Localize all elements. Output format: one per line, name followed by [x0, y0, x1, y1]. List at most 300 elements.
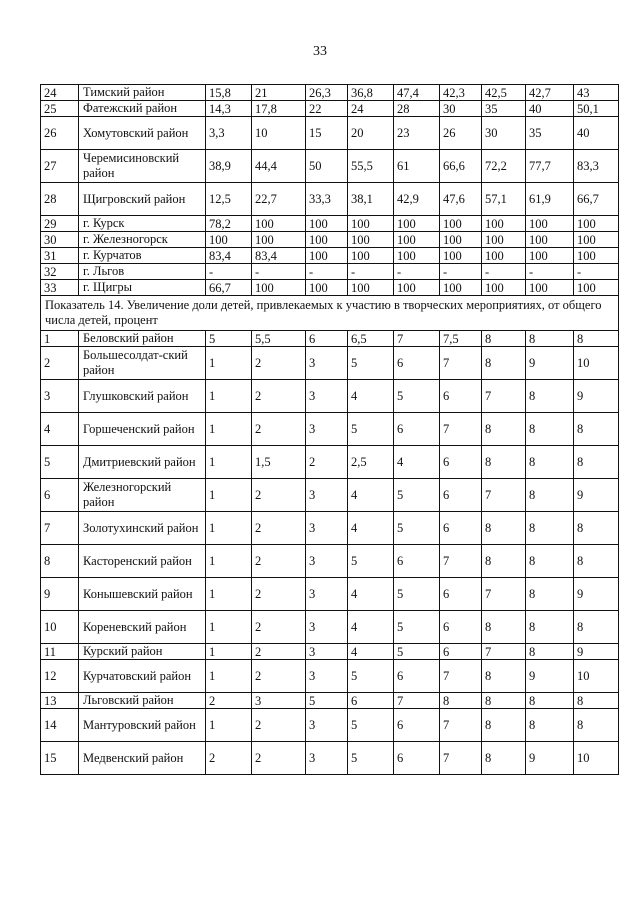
- value-cell: 100: [394, 280, 440, 296]
- value-cell: 2: [252, 742, 306, 775]
- value-cell: 72,2: [482, 150, 526, 183]
- value-cell: 1: [206, 380, 252, 413]
- value-cell: 100: [252, 232, 306, 248]
- value-cell: 7,5: [440, 331, 482, 347]
- value-cell: 66,7: [206, 280, 252, 296]
- value-cell: 4: [348, 644, 394, 660]
- value-cell: 6: [394, 347, 440, 380]
- table-row: [41, 264, 619, 280]
- value-cell: 3: [306, 709, 348, 742]
- value-cell: 66,7: [574, 183, 619, 216]
- table-row: [41, 183, 619, 216]
- table-row: [41, 216, 619, 232]
- value-cell: 8: [482, 611, 526, 644]
- row-number: 24: [41, 85, 79, 101]
- value-cell: 33,3: [306, 183, 348, 216]
- value-cell: 5,5: [252, 331, 306, 347]
- district-name: Курчатовский район: [79, 660, 206, 693]
- value-cell: 9: [574, 479, 619, 512]
- value-cell: 5: [348, 709, 394, 742]
- value-cell: 6: [440, 446, 482, 479]
- table-row: [41, 150, 619, 183]
- value-cell: 100: [306, 280, 348, 296]
- table-row: [41, 331, 619, 347]
- value-cell: 9: [574, 644, 619, 660]
- value-cell: 10: [574, 347, 619, 380]
- value-cell: 100: [526, 216, 574, 232]
- district-name: Фатежский район: [79, 101, 206, 117]
- district-name: Глушковский район: [79, 380, 206, 413]
- value-cell: 100: [574, 216, 619, 232]
- value-cell: 5: [348, 413, 394, 446]
- table-row: [41, 413, 619, 446]
- value-cell: 22,7: [252, 183, 306, 216]
- table-row: [41, 479, 619, 512]
- row-number: 8: [41, 545, 79, 578]
- value-cell: 7: [440, 709, 482, 742]
- value-cell: 2: [252, 380, 306, 413]
- value-cell: 42,5: [482, 85, 526, 101]
- value-cell: 100: [306, 248, 348, 264]
- table-row: [41, 280, 619, 296]
- value-cell: -: [306, 264, 348, 280]
- value-cell: 1: [206, 413, 252, 446]
- value-cell: 100: [306, 216, 348, 232]
- district-name: Медвенский район: [79, 742, 206, 775]
- value-cell: 9: [526, 660, 574, 693]
- district-name: Хомутовский район: [79, 117, 206, 150]
- value-cell: 15: [306, 117, 348, 150]
- row-number: 12: [41, 660, 79, 693]
- value-cell: 4: [348, 380, 394, 413]
- value-cell: 100: [574, 280, 619, 296]
- row-number: 25: [41, 101, 79, 117]
- row-number: 28: [41, 183, 79, 216]
- value-cell: 8: [482, 512, 526, 545]
- value-cell: 26: [440, 117, 482, 150]
- value-cell: 7: [482, 479, 526, 512]
- value-cell: 43: [574, 85, 619, 101]
- indicator-table: [40, 84, 619, 775]
- district-name: Горшеченский район: [79, 413, 206, 446]
- value-cell: 1: [206, 512, 252, 545]
- value-cell: 8: [574, 611, 619, 644]
- value-cell: 8: [526, 693, 574, 709]
- table-row: [41, 446, 619, 479]
- value-cell: 8: [482, 660, 526, 693]
- value-cell: 8: [526, 611, 574, 644]
- value-cell: 17,8: [252, 101, 306, 117]
- value-cell: 100: [348, 232, 394, 248]
- value-cell: 8: [526, 413, 574, 446]
- district-name: Конышевский район: [79, 578, 206, 611]
- table-row: [41, 611, 619, 644]
- district-name: Железногорский район: [79, 479, 206, 512]
- value-cell: 6,5: [348, 331, 394, 347]
- value-cell: 23: [394, 117, 440, 150]
- table-row: [41, 232, 619, 248]
- value-cell: 6: [440, 512, 482, 545]
- value-cell: 7: [394, 331, 440, 347]
- district-name: Большесолдат-ский район: [79, 347, 206, 380]
- page-number: 33: [313, 44, 327, 59]
- value-cell: 77,7: [526, 150, 574, 183]
- value-cell: 8: [526, 331, 574, 347]
- value-cell: 2: [252, 660, 306, 693]
- value-cell: -: [482, 264, 526, 280]
- value-cell: 4: [348, 578, 394, 611]
- value-cell: 100: [394, 248, 440, 264]
- value-cell: 21: [252, 85, 306, 101]
- value-cell: 8: [526, 644, 574, 660]
- value-cell: 8: [526, 512, 574, 545]
- value-cell: 5: [206, 331, 252, 347]
- value-cell: 66,6: [440, 150, 482, 183]
- value-cell: 42,3: [440, 85, 482, 101]
- value-cell: 100: [306, 232, 348, 248]
- value-cell: -: [206, 264, 252, 280]
- value-cell: 3: [306, 479, 348, 512]
- value-cell: 12,5: [206, 183, 252, 216]
- value-cell: 2: [252, 512, 306, 545]
- value-cell: 100: [440, 280, 482, 296]
- value-cell: 6: [306, 331, 348, 347]
- value-cell: -: [574, 264, 619, 280]
- value-cell: 40: [526, 101, 574, 117]
- value-cell: 7: [440, 660, 482, 693]
- value-cell: 1: [206, 644, 252, 660]
- value-cell: 9: [574, 578, 619, 611]
- row-number: 4: [41, 413, 79, 446]
- row-number: 32: [41, 264, 79, 280]
- value-cell: 8: [574, 331, 619, 347]
- district-name: Золотухинский район: [79, 512, 206, 545]
- value-cell: 83,3: [574, 150, 619, 183]
- value-cell: 1: [206, 709, 252, 742]
- table-row: [41, 248, 619, 264]
- value-cell: 83,4: [252, 248, 306, 264]
- value-cell: 6: [440, 578, 482, 611]
- value-cell: 4: [348, 611, 394, 644]
- value-cell: 100: [348, 280, 394, 296]
- value-cell: 8: [574, 693, 619, 709]
- value-cell: 1: [206, 611, 252, 644]
- value-cell: 3: [306, 742, 348, 775]
- row-number: 31: [41, 248, 79, 264]
- value-cell: 8: [526, 479, 574, 512]
- row-number: 2: [41, 347, 79, 380]
- value-cell: 7: [394, 693, 440, 709]
- value-cell: 3: [252, 693, 306, 709]
- district-name: Курский район: [79, 644, 206, 660]
- table-row: [41, 693, 619, 709]
- value-cell: 61,9: [526, 183, 574, 216]
- value-cell: 7: [440, 742, 482, 775]
- value-cell: 4: [348, 479, 394, 512]
- value-cell: 7: [440, 347, 482, 380]
- value-cell: 8: [482, 709, 526, 742]
- value-cell: 3: [306, 611, 348, 644]
- value-cell: 100: [482, 280, 526, 296]
- value-cell: 78,2: [206, 216, 252, 232]
- value-cell: 50: [306, 150, 348, 183]
- value-cell: 100: [574, 248, 619, 264]
- value-cell: 57,1: [482, 183, 526, 216]
- value-cell: 4: [394, 446, 440, 479]
- value-cell: 8: [482, 545, 526, 578]
- value-cell: 100: [252, 216, 306, 232]
- value-cell: 6: [394, 742, 440, 775]
- row-number: 6: [41, 479, 79, 512]
- value-cell: 36,8: [348, 85, 394, 101]
- value-cell: 6: [440, 479, 482, 512]
- district-name: Кореневский район: [79, 611, 206, 644]
- value-cell: 38,1: [348, 183, 394, 216]
- value-cell: 42,7: [526, 85, 574, 101]
- value-cell: 100: [440, 248, 482, 264]
- value-cell: 14,3: [206, 101, 252, 117]
- value-cell: 83,4: [206, 248, 252, 264]
- value-cell: 5: [306, 693, 348, 709]
- value-cell: 2: [206, 742, 252, 775]
- value-cell: 8: [526, 578, 574, 611]
- value-cell: 1: [206, 479, 252, 512]
- value-cell: 8: [574, 709, 619, 742]
- district-name: Тимский район: [79, 85, 206, 101]
- value-cell: 15,8: [206, 85, 252, 101]
- value-cell: 100: [206, 232, 252, 248]
- district-name: г. Железногорск: [79, 232, 206, 248]
- district-name: г. Щигры: [79, 280, 206, 296]
- value-cell: 6: [394, 660, 440, 693]
- value-cell: 5: [394, 479, 440, 512]
- row-number: 1: [41, 331, 79, 347]
- value-cell: 3: [306, 413, 348, 446]
- value-cell: 8: [574, 545, 619, 578]
- row-number: 3: [41, 380, 79, 413]
- value-cell: 44,4: [252, 150, 306, 183]
- value-cell: 100: [440, 232, 482, 248]
- value-cell: 2: [252, 545, 306, 578]
- value-cell: 8: [482, 347, 526, 380]
- value-cell: 1: [206, 446, 252, 479]
- row-number: 9: [41, 578, 79, 611]
- value-cell: 26,3: [306, 85, 348, 101]
- value-cell: 1,5: [252, 446, 306, 479]
- row-number: 5: [41, 446, 79, 479]
- value-cell: 8: [482, 742, 526, 775]
- value-cell: 100: [252, 280, 306, 296]
- table-row: [41, 101, 619, 117]
- value-cell: 5: [348, 742, 394, 775]
- district-name: Черемисиновский район: [79, 150, 206, 183]
- value-cell: 2: [206, 693, 252, 709]
- value-cell: 20: [348, 117, 394, 150]
- value-cell: 42,9: [394, 183, 440, 216]
- value-cell: 1: [206, 578, 252, 611]
- value-cell: 2: [306, 446, 348, 479]
- row-number: 33: [41, 280, 79, 296]
- value-cell: 24: [348, 101, 394, 117]
- value-cell: 7: [482, 644, 526, 660]
- value-cell: 8: [482, 693, 526, 709]
- value-cell: 61: [394, 150, 440, 183]
- value-cell: 5: [394, 611, 440, 644]
- value-cell: 5: [394, 512, 440, 545]
- value-cell: 6: [440, 380, 482, 413]
- value-cell: 100: [482, 232, 526, 248]
- value-cell: 100: [348, 248, 394, 264]
- section-header-row: [41, 296, 619, 331]
- value-cell: 3: [306, 380, 348, 413]
- value-cell: -: [394, 264, 440, 280]
- value-cell: 10: [574, 742, 619, 775]
- value-cell: 55,5: [348, 150, 394, 183]
- table-row: [41, 85, 619, 101]
- row-number: 14: [41, 709, 79, 742]
- value-cell: 30: [440, 101, 482, 117]
- table-body: [41, 85, 619, 775]
- value-cell: 28: [394, 101, 440, 117]
- value-cell: 7: [440, 545, 482, 578]
- value-cell: -: [526, 264, 574, 280]
- table-row: [41, 347, 619, 380]
- value-cell: 5: [394, 644, 440, 660]
- value-cell: 3: [306, 660, 348, 693]
- value-cell: 5: [348, 660, 394, 693]
- value-cell: 22: [306, 101, 348, 117]
- table-row: [41, 709, 619, 742]
- value-cell: 9: [526, 742, 574, 775]
- value-cell: 3: [306, 512, 348, 545]
- table-row: [41, 578, 619, 611]
- district-name: Дмитриевский район: [79, 446, 206, 479]
- table-row: [41, 512, 619, 545]
- value-cell: 100: [440, 216, 482, 232]
- value-cell: 10: [252, 117, 306, 150]
- value-cell: -: [252, 264, 306, 280]
- value-cell: 100: [348, 216, 394, 232]
- value-cell: 5: [348, 347, 394, 380]
- value-cell: 8: [526, 545, 574, 578]
- value-cell: 9: [526, 347, 574, 380]
- table-row: [41, 545, 619, 578]
- value-cell: 2: [252, 578, 306, 611]
- district-name: г. Льгов: [79, 264, 206, 280]
- value-cell: 47,4: [394, 85, 440, 101]
- row-number: 7: [41, 512, 79, 545]
- row-number: 27: [41, 150, 79, 183]
- value-cell: 7: [482, 380, 526, 413]
- value-cell: 10: [574, 660, 619, 693]
- value-cell: 100: [394, 232, 440, 248]
- value-cell: 1: [206, 545, 252, 578]
- value-cell: 8: [482, 331, 526, 347]
- value-cell: 8: [526, 709, 574, 742]
- district-name: г. Курчатов: [79, 248, 206, 264]
- row-number: 29: [41, 216, 79, 232]
- value-cell: 5: [394, 380, 440, 413]
- value-cell: 2: [252, 479, 306, 512]
- value-cell: 8: [574, 413, 619, 446]
- district-name: Касторенский район: [79, 545, 206, 578]
- district-name: Мантуровский район: [79, 709, 206, 742]
- value-cell: 100: [526, 232, 574, 248]
- value-cell: -: [348, 264, 394, 280]
- value-cell: 6: [394, 709, 440, 742]
- row-number: 10: [41, 611, 79, 644]
- value-cell: 100: [574, 232, 619, 248]
- value-cell: 47,6: [440, 183, 482, 216]
- district-name: Льговский район: [79, 693, 206, 709]
- value-cell: 2: [252, 347, 306, 380]
- value-cell: 2: [252, 709, 306, 742]
- table-row: [41, 117, 619, 150]
- value-cell: 6: [440, 611, 482, 644]
- value-cell: 100: [482, 248, 526, 264]
- value-cell: 8: [440, 693, 482, 709]
- value-cell: 8: [526, 380, 574, 413]
- value-cell: 1: [206, 347, 252, 380]
- value-cell: 8: [526, 446, 574, 479]
- value-cell: 100: [526, 248, 574, 264]
- row-number: 15: [41, 742, 79, 775]
- value-cell: 7: [482, 578, 526, 611]
- value-cell: 3: [306, 545, 348, 578]
- value-cell: 8: [574, 512, 619, 545]
- district-name: Щигровский район: [79, 183, 206, 216]
- value-cell: 3: [306, 644, 348, 660]
- row-number: 13: [41, 693, 79, 709]
- value-cell: 3: [306, 578, 348, 611]
- row-number: 11: [41, 644, 79, 660]
- table-row: [41, 644, 619, 660]
- value-cell: 40: [574, 117, 619, 150]
- value-cell: 6: [348, 693, 394, 709]
- value-cell: 35: [526, 117, 574, 150]
- value-cell: 6: [440, 644, 482, 660]
- value-cell: 6: [394, 413, 440, 446]
- value-cell: 2: [252, 611, 306, 644]
- value-cell: 8: [574, 446, 619, 479]
- value-cell: 3: [306, 347, 348, 380]
- section-title: Показатель 14. Увеличение доли детей, привлекаемых к участию в творческих мероприятиях, от общего числа детей, процент: [41, 296, 619, 331]
- table-row: [41, 380, 619, 413]
- table-row: [41, 660, 619, 693]
- value-cell: 9: [574, 380, 619, 413]
- district-name: Беловский район: [79, 331, 206, 347]
- table-row: [41, 742, 619, 775]
- value-cell: 2: [252, 413, 306, 446]
- value-cell: 8: [482, 446, 526, 479]
- value-cell: -: [440, 264, 482, 280]
- value-cell: 100: [482, 216, 526, 232]
- row-number: 30: [41, 232, 79, 248]
- value-cell: 7: [440, 413, 482, 446]
- value-cell: 6: [394, 545, 440, 578]
- value-cell: 2,5: [348, 446, 394, 479]
- value-cell: 50,1: [574, 101, 619, 117]
- value-cell: 2: [252, 644, 306, 660]
- value-cell: 1: [206, 660, 252, 693]
- value-cell: 4: [348, 512, 394, 545]
- value-cell: 38,9: [206, 150, 252, 183]
- value-cell: 8: [482, 413, 526, 446]
- value-cell: 35: [482, 101, 526, 117]
- value-cell: 3,3: [206, 117, 252, 150]
- value-cell: 5: [348, 545, 394, 578]
- value-cell: 5: [394, 578, 440, 611]
